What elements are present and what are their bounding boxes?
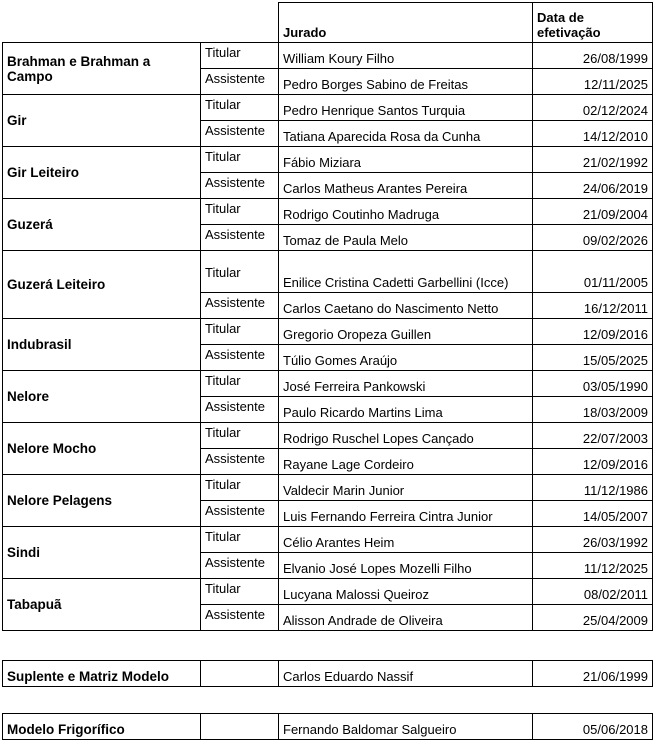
role-label: Assistente (201, 553, 279, 579)
role-label: Titular (201, 527, 279, 553)
effective-date: 26/08/1999 (533, 43, 653, 69)
effective-date: 25/04/2009 (533, 605, 653, 631)
header-row (3, 3, 653, 43)
effective-date: 22/07/2003 (533, 423, 653, 449)
breed-name: Nelore Pelagens (3, 475, 201, 527)
breed-name: Gir (3, 95, 201, 147)
jurado-name: Fábio Miziara (279, 147, 533, 173)
breed-name: Nelore Mocho (3, 423, 201, 475)
effective-date: 12/09/2016 (533, 449, 653, 475)
jurado-name: Célio Arantes Heim (279, 527, 533, 553)
header-data-efetivacao: Data de efetivação (533, 3, 653, 43)
jurado-name: Rodrigo Coutinho Madruga (279, 199, 533, 225)
jurado-name: Fernando Baldomar Salgueiro (279, 714, 533, 740)
effective-date: 26/03/1992 (533, 527, 653, 553)
jurado-name: Valdecir Marin Junior (279, 475, 533, 501)
role-label: Assistente (201, 605, 279, 631)
role-label: Assistente (201, 69, 279, 95)
effective-date: 14/05/2007 (533, 501, 653, 527)
breed-name: Nelore (3, 371, 201, 423)
role-label: Titular (201, 579, 279, 605)
empty-cell (201, 661, 279, 687)
effective-date: 03/05/1990 (533, 371, 653, 397)
jurado-name: José Ferreira Pankowski (279, 371, 533, 397)
jurado-name: Gregorio Oropeza Guillen (279, 319, 533, 345)
jurado-name: Túlio Gomes Araújo (279, 345, 533, 371)
jurado-name: Carlos Eduardo Nassif (279, 661, 533, 687)
effective-date: 12/09/2016 (533, 319, 653, 345)
effective-date: 18/03/2009 (533, 397, 653, 423)
effective-date: 11/12/2025 (533, 553, 653, 579)
empty-cell (201, 714, 279, 740)
judge-row (3, 475, 653, 501)
category-name: Modelo Frigorífico (3, 714, 201, 740)
jurado-name: Tomaz de Paula Melo (279, 225, 533, 251)
jurado-name: Rayane Lage Cordeiro (279, 449, 533, 475)
effective-date: 08/02/2011 (533, 579, 653, 605)
breed-name: Brahman e Brahman a Campo (3, 43, 201, 95)
effective-date: 02/12/2024 (533, 95, 653, 121)
judge-row (3, 527, 653, 553)
effective-date: 16/12/2011 (533, 293, 653, 319)
breed-name: Sindi (3, 527, 201, 579)
breed-name: Gir Leiteiro (3, 147, 201, 199)
role-label: Assistente (201, 225, 279, 251)
jurado-name: Lucyana Malossi Queiroz (279, 579, 533, 605)
effective-date: 01/11/2005 (533, 251, 653, 293)
role-label: Assistente (201, 501, 279, 527)
jurado-name: Tatiana Aparecida Rosa da Cunha (279, 121, 533, 147)
judge-row (3, 371, 653, 397)
header-jurado: Jurado (279, 3, 533, 43)
jurado-name: Paulo Ricardo Martins Lima (279, 397, 533, 423)
role-label: Assistente (201, 173, 279, 199)
jurado-name: Enilice Cristina Cadetti Garbellini (Icce) (279, 251, 533, 293)
role-label: Assistente (201, 397, 279, 423)
effective-date: 21/02/1992 (533, 147, 653, 173)
role-label: Assistente (201, 449, 279, 475)
role-label: Titular (201, 147, 279, 173)
header-blank (201, 3, 279, 43)
effective-date: 09/02/2026 (533, 225, 653, 251)
category-name: Suplente e Matriz Modelo (3, 661, 201, 687)
judges-table (2, 2, 653, 631)
breed-name: Guzerá (3, 199, 201, 251)
effective-date: 15/05/2025 (533, 345, 653, 371)
judge-row (3, 147, 653, 173)
effective-date: 21/09/2004 (533, 199, 653, 225)
jurado-name: Pedro Borges Sabino de Freitas (279, 69, 533, 95)
jurado-name: Carlos Matheus Arantes Pereira (279, 173, 533, 199)
role-label: Assistente (201, 121, 279, 147)
role-label: Titular (201, 43, 279, 69)
judge-row (3, 319, 653, 345)
role-label: Titular (201, 475, 279, 501)
role-label: Titular (201, 371, 279, 397)
jurado-name: Alisson Andrade de Oliveira (279, 605, 533, 631)
jurado-name: Elvanio José Lopes Mozelli Filho (279, 553, 533, 579)
judge-row (3, 43, 653, 69)
extra-row (3, 714, 653, 740)
role-label: Titular (201, 319, 279, 345)
role-label: Titular (201, 423, 279, 449)
judge-row (3, 579, 653, 605)
effective-date: 14/12/2010 (533, 121, 653, 147)
effective-date: 05/06/2018 (533, 714, 653, 740)
extra-row (3, 661, 653, 687)
judge-row (3, 423, 653, 449)
jurado-name: Carlos Caetano do Nascimento Netto (279, 293, 533, 319)
breed-name: Tabapuã (3, 579, 201, 631)
role-label: Assistente (201, 345, 279, 371)
breed-name: Guzerá Leiteiro (3, 251, 201, 319)
effective-date: 12/11/2025 (533, 69, 653, 95)
frigorifico-table (2, 713, 653, 740)
breed-name: Indubrasil (3, 319, 201, 371)
suplente-table (2, 660, 653, 687)
jurado-name: Pedro Henrique Santos Turquia (279, 95, 533, 121)
effective-date: 24/06/2019 (533, 173, 653, 199)
judge-row (3, 95, 653, 121)
jurado-name: Luis Fernando Ferreira Cintra Junior (279, 501, 533, 527)
role-label: Assistente (201, 293, 279, 319)
role-label: Titular (201, 199, 279, 225)
judge-row (3, 199, 653, 225)
effective-date: 11/12/1986 (533, 475, 653, 501)
role-label: Titular (201, 95, 279, 121)
judge-row (3, 251, 653, 293)
jurado-name: Rodrigo Ruschel Lopes Cançado (279, 423, 533, 449)
effective-date: 21/06/1999 (533, 661, 653, 687)
header-blank (3, 3, 201, 43)
role-label: Titular (201, 251, 279, 293)
jurado-name: William Koury Filho (279, 43, 533, 69)
